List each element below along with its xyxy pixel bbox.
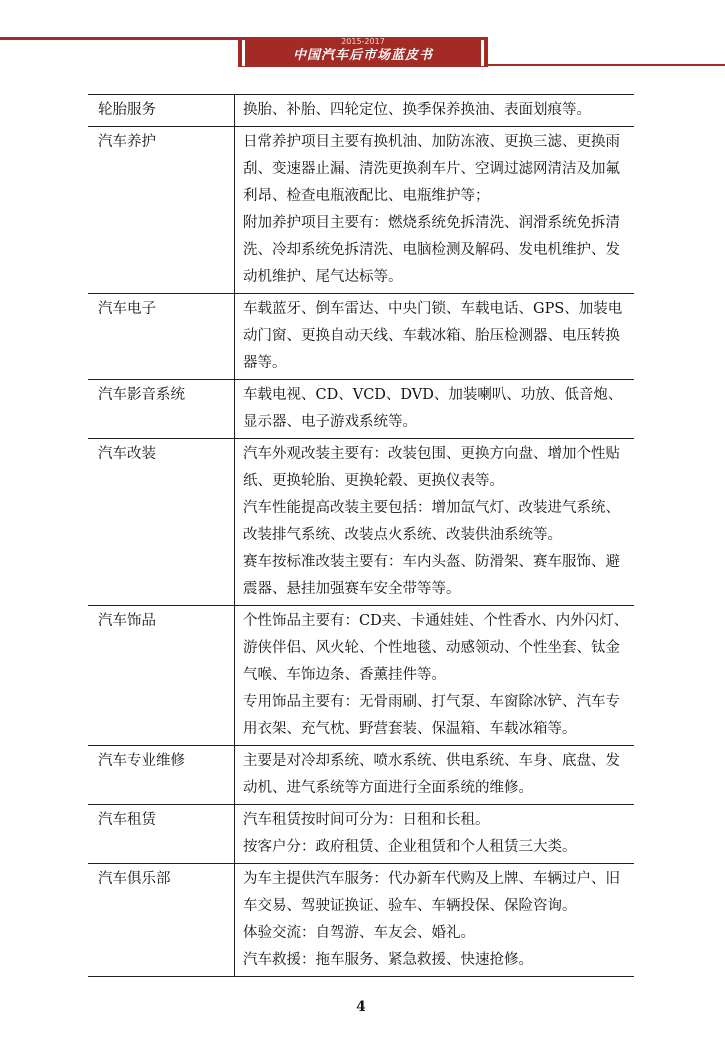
description-paragraph: 赛车按标准改装主要有：车内头盔、防滑架、赛车服饰、避震器、悬挂加强赛车安全带等等。 [243, 554, 620, 597]
table-row [88, 95, 634, 127]
category-cell: 汽车影音系统 [88, 380, 235, 439]
header-rule-left [0, 37, 240, 40]
header-years: 2015-2017 [341, 37, 385, 46]
category-cell: 汽车养护 [88, 127, 235, 294]
description-paragraph: 汽车救援：拖车服务、紧急救援、快速抢修。 [243, 952, 533, 968]
header-title: 中国汽车后市场蓝皮书 [292, 48, 433, 63]
description-paragraph: 为车主提供汽车服务：代办新车代购及上牌、车辆过户、旧车交易、驾驶证换证、验车、车辆投保、保险咨询。 [243, 871, 620, 914]
table-row [88, 746, 634, 805]
description-paragraph: 车载蓝牙、倒车雷达、中央门锁、车载电话、GPS、加装电动门窗、更换自动天线、车载冰箱、胎压检测器、电压转换器等。 [243, 301, 623, 371]
category-cell: 汽车租赁 [88, 805, 235, 864]
description-paragraph: 车载电视、CD、VCD、DVD、加装喇叭、功放、低音炮、显示器、电子游戏系统等。 [243, 387, 623, 430]
description-cell [235, 127, 635, 294]
category-cell: 轮胎服务 [88, 95, 235, 127]
services-table [88, 94, 634, 977]
banner-bar-right [481, 40, 484, 66]
table-row [88, 606, 634, 746]
table-row [88, 127, 634, 294]
description-cell [235, 95, 635, 127]
header-banner [238, 37, 488, 67]
description-paragraph: 换胎、补胎、四轮定位、换季保养换油、表面划痕等。 [243, 102, 591, 118]
category-cell: 汽车饰品 [88, 606, 235, 746]
description-cell [235, 864, 635, 977]
category-cell: 汽车改装 [88, 439, 235, 606]
description-paragraph: 日常养护项目主要有换机油、加防冻液、更换三滤、更换雨刮、变速器止漏、清洗更换刹车片、空调过滤网清洁及加氟利昂、检查电瓶液配比、电瓶维护等； [243, 134, 620, 204]
description-paragraph: 个性饰品主要有：CD夹、卡通娃娃、个性香水、内外闪灯、游侠伴侣、风火轮、个性地毯、动感领动、个性坐套、钛金气喉、车饰边条、香薰挂件等。 [243, 613, 629, 683]
category-cell: 汽车俱乐部 [88, 864, 235, 977]
description-paragraph: 汽车外观改装主要有：改装包围、更换方向盘、增加个性贴纸、更换轮胎、更换轮毂、更换仪表等。 [243, 446, 620, 489]
page-number: 4 [356, 999, 366, 1015]
description-cell [235, 439, 635, 606]
description-paragraph: 附加养护项目主要有：燃烧系统免拆清洗、润滑系统免拆清洗、冷却系统免拆清洗、电脑检测及解码、发电机维护、发动机维护、尾气达标等。 [243, 215, 620, 285]
table-row [88, 294, 634, 380]
description-cell [235, 380, 635, 439]
description-paragraph: 体验交流：自驾游、车友会、婚礼。 [243, 925, 475, 941]
category-cell: 汽车电子 [88, 294, 235, 380]
description-cell [235, 606, 635, 746]
category-cell: 汽车专业维修 [88, 746, 235, 805]
description-cell [235, 294, 635, 380]
description-paragraph: 汽车性能提高改装主要包括：增加氙气灯、改装进气系统、改装排气系统、改装点火系统、改装供油系统等。 [243, 500, 620, 543]
description-cell [235, 805, 635, 864]
table-row [88, 805, 634, 864]
description-paragraph: 主要是对冷却系统、喷水系统、供电系统、车身、底盘、发动机、进气系统等方面进行全面系统的维修。 [243, 753, 620, 796]
banner-bar-left [242, 40, 245, 66]
table-row [88, 864, 634, 977]
description-cell [235, 746, 635, 805]
table-row [88, 439, 634, 606]
description-paragraph: 汽车租赁按时间可分为：日租和长租。 [243, 812, 490, 828]
table-row [88, 380, 634, 439]
page-content [88, 94, 634, 1047]
description-paragraph: 专用饰品主要有：无骨雨刷、打气泵、车窗除冰铲、汽车专用衣架、充气枕、野营套装、保温箱、车载冰箱等。 [243, 694, 620, 737]
description-paragraph: 按客户分：政府租赁、企业租赁和个人租赁三大类。 [243, 839, 577, 855]
header-rule-right [486, 64, 725, 66]
